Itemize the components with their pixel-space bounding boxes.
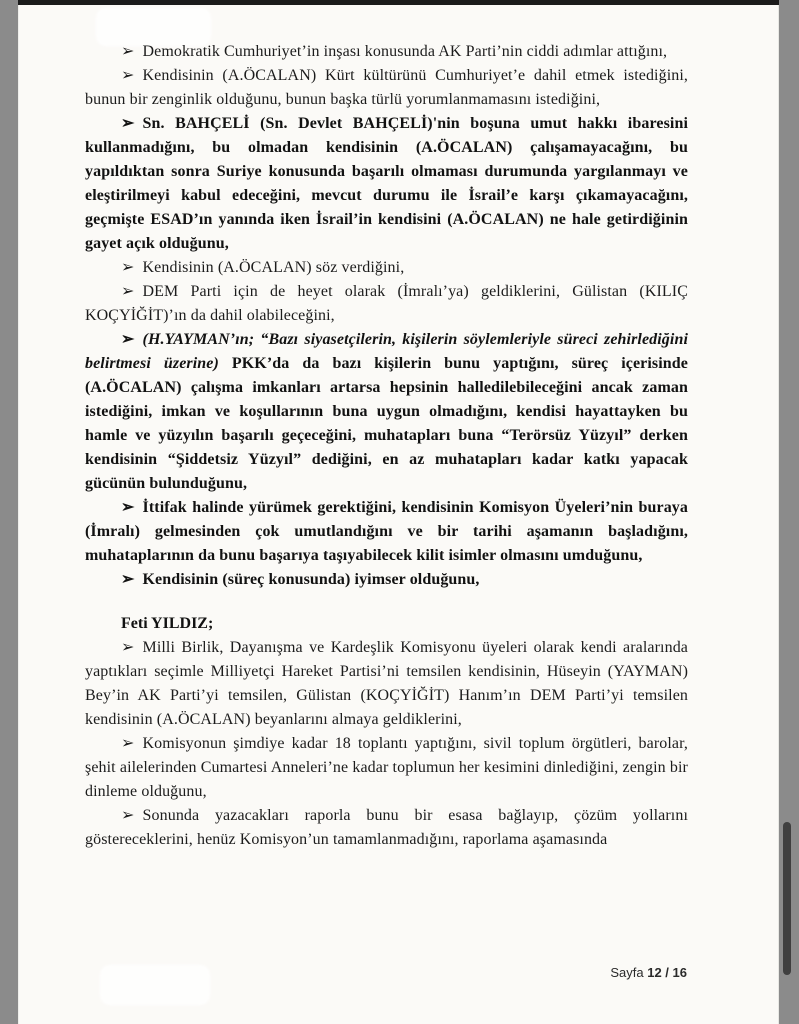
page-footer — [610, 965, 687, 980]
paragraph — [85, 496, 688, 568]
paragraph-text: Demokratik Cumhuriyet’in inşası konusunda AK Parti’nin ciddi adımlar attığını, — [142, 43, 668, 60]
paragraph-lead-italic: (H.YAYMAN’ın; “Bazı siyasetçilerin, kişilerin söylemleriyle süreci zehirlediğini belirtmesi üzerine) — [85, 331, 688, 372]
scrollbar-thumb[interactable] — [783, 822, 791, 975]
paragraph-text: Kendisinin (süreç konusunda) iyimser olduğunu, — [142, 571, 480, 588]
paragraph — [85, 256, 688, 280]
paragraph — [85, 568, 688, 592]
section-heading: Feti YILDIZ; — [121, 615, 214, 632]
paragraph-text: İttifak halinde yürümek gerektiğini, kendisinin Komisyon Üyeleri’nin buraya (İmralı) gelmesinden çok umutlandığını ve bir tarihi aşamanın başladığını, muhataplarının da bunu başarıya taşıyabilecek kilit isimler olmasını umduğunu, — [85, 499, 688, 564]
bullet-arrow-icon: ➢ — [121, 735, 135, 752]
bullet-arrow-icon: ➢ — [121, 807, 135, 824]
paragraph-text: PKK’da da bazı kişilerin bunu yaptığını, süreç içerisinde (A.ÖCALAN) çalışma imkanları artarsa hepsinin halledilebileceğini ancak zaman istediğini, imkan ve koşullarının buna uygun olmadığını, kendisi hayattayken bu hamle ve yüzyılın başarılı geçeceğini, muhatapları buna “Terörsüz Yüzyıl” derken kendisinin “Şiddetsiz Yüzyıl” dediğini, en az muhatapları kadar katkı yapacak gücünün bulunduğunu, — [85, 355, 688, 492]
paragraph — [85, 64, 688, 112]
paragraph — [85, 280, 688, 328]
scan-artifact — [100, 965, 210, 1005]
bullet-arrow-icon: ➢ — [121, 331, 135, 348]
paragraph — [85, 732, 688, 804]
paragraph-text: Sn. BAHÇELİ (Sn. Devlet BAHÇELİ)'nin boşuna umut hakkı ibaresini kullanmadığını, bu olmadan kendisinin (A.ÖCALAN) çalışamayacağını, bu yapıldıktan sonra Suriye konusunda başarılı olmaması durumunda yargılanmayı ve eleştirilmeyi kabul edeceğini, mevcut durumu ile İsrail’e karşı çıkamayacağını, geçmişte ESAD’ın yanında iken İsrail’in kendisini (A.ÖCALAN) ne hale getirdiğinin gayet açık olduğunu, — [85, 115, 688, 252]
paragraph-text: Kendisinin (A.ÖCALAN) Kürt kültürünü Cumhuriyet’e dahil etmek istediğini, bunun bir zenginlik olduğunu, bunun başka türlü yorumlanmamasını istediğini, — [85, 67, 688, 108]
paragraph-text: DEM Parti için de heyet olarak (İmralı’ya) geldiklerini, Gülistan (KILIÇ KOÇYİĞİT)’ın da dahil olabileceğini, — [85, 283, 688, 324]
paragraph-text: Milli Birlik, Dayanışma ve Kardeşlik Komisyonu üyeleri olarak kendi aralarında yaptıkları seçimle Milliyetçi Hareket Partisi’ni temsilen kendisinin, Hüseyin (YAYMAN) Bey’in AK Parti’yi temsilen, Gülistan (KOÇYİĞİT) Hanım’ın DEM Parti’yi temsilen kendisinin (A.ÖCALAN) beyanlarını almaya geldiklerini, — [85, 639, 688, 728]
page-number: 12 / 16 — [647, 965, 687, 980]
bullet-arrow-icon: ➢ — [121, 499, 135, 516]
bullet-arrow-icon: ➢ — [121, 67, 135, 84]
paragraph — [85, 636, 688, 732]
paragraph — [85, 40, 688, 64]
paragraph — [85, 328, 688, 496]
paragraph-text: Kendisinin (A.ÖCALAN) söz verdiğini, — [142, 259, 405, 276]
page-footer-label: Sayfa — [610, 965, 644, 980]
page-text-block — [85, 40, 688, 852]
bullet-arrow-icon: ➢ — [121, 283, 135, 300]
bullet-arrow-icon: ➢ — [121, 115, 135, 132]
bullet-arrow-icon: ➢ — [121, 43, 135, 60]
paragraph-text: Sonunda yazacakları raporla bunu bir esasa bağlayıp, çözüm yollarını göstereceklerini, henüz Komisyon’un tamamlanmadığını, raporlama aşamasında — [85, 807, 688, 848]
page-top-edge-line — [18, 0, 779, 5]
document-page — [18, 0, 779, 1024]
bullet-arrow-icon: ➢ — [121, 639, 135, 656]
paragraph — [85, 804, 688, 852]
bullet-arrow-icon: ➢ — [121, 259, 135, 276]
paragraph — [85, 112, 688, 256]
bullet-arrow-icon: ➢ — [121, 571, 135, 588]
paragraph-text: Komisyonun şimdiye kadar 18 toplantı yaptığını, sivil toplum örgütleri, barolar, şehit ailelerinden Cumartesi Anneleri’ne kadar toplumun her kesimini dinlediğini, zengin bir dinleme olduğunu, — [85, 735, 688, 800]
